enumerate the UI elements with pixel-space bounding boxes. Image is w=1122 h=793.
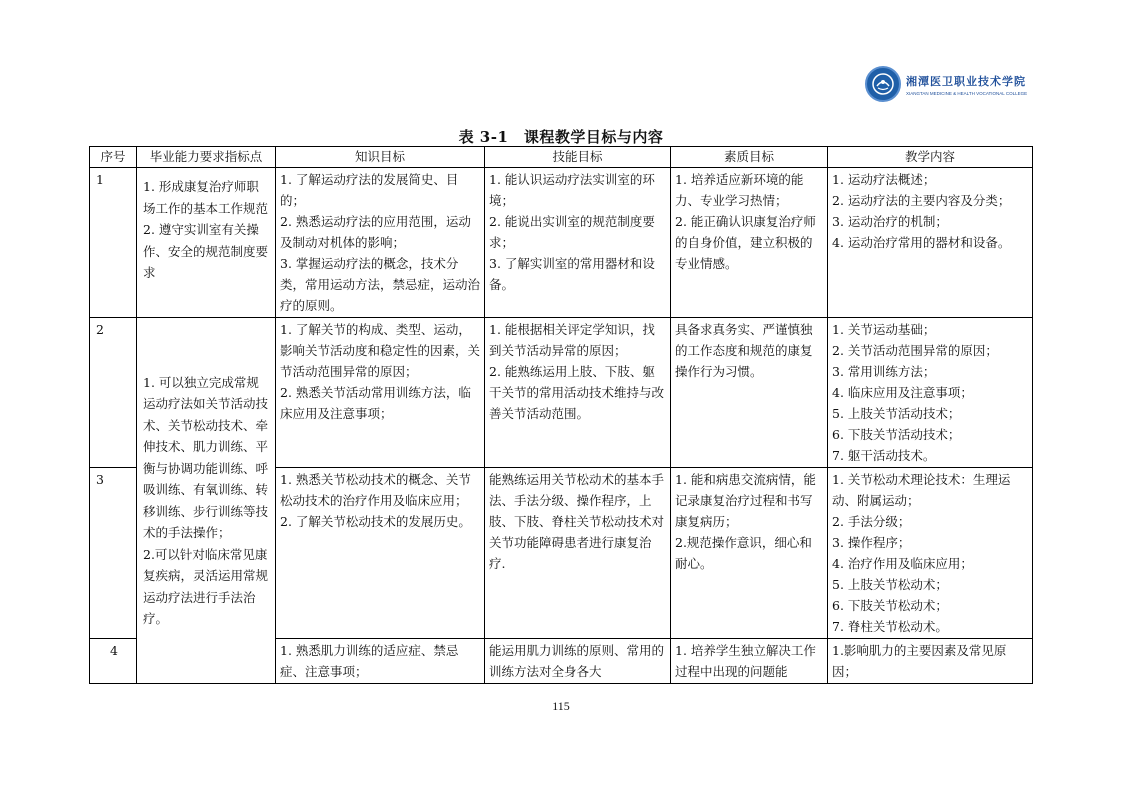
cell-line: 能熟练运用关节松动术的基本手法、手法分级、操作程序，上肢、下肢、脊柱关节松动技术对关节功能障碍患者进行康复治疗.	[489, 472, 665, 571]
cell-line: 4. 运动治疗常用的器材和设备。	[832, 235, 1011, 250]
header-ability: 毕业能力要求指标点	[137, 147, 276, 168]
cell-line: 5. 上肢关节松动术；	[832, 577, 948, 592]
row-quality	[671, 468, 828, 639]
course-objectives-table	[89, 146, 1033, 684]
row-knowledge	[276, 168, 485, 318]
row-quality	[671, 168, 828, 318]
cell-line: 3. 运动治疗的机制；	[832, 214, 948, 229]
cell-line: 2.规范操作意识，细心和耐心。	[675, 535, 812, 571]
cell-line: 2. 熟悉运动疗法的应用范围，运动及制动对机体的影响；	[280, 214, 471, 250]
cell-line: 2. 能正确认识康复治疗师的自身价值，建立积极的专业情感。	[675, 214, 816, 271]
cell-line: 7. 脊柱关节松动术。	[832, 619, 948, 634]
row-ability	[137, 168, 276, 318]
college-emblem-icon	[865, 66, 901, 102]
row-content	[828, 318, 1033, 468]
row-seq: 4	[90, 639, 137, 684]
cell-line: 2. 手法分级；	[832, 514, 911, 529]
cell-line: 7. 躯干活动技术。	[832, 448, 936, 463]
cell-line: 4. 治疗作用及临床应用；	[832, 556, 973, 571]
cell-line: 1. 了解关节的构成、类型、运动，影响关节活动度和稳定性的因素，关节活动范围异常的原因；	[280, 322, 481, 379]
cell-line: 2.可以针对临床常见康复疾病，灵活运用常规运动疗法进行手法治疗。	[143, 546, 269, 626]
cell-line: 1. 了解运动疗法的发展简史、目的；	[280, 172, 459, 208]
header-skill: 技能目标	[485, 147, 671, 168]
cell-line: 1. 能根据相关评定学知识，找到关节活动异常的原因；	[489, 322, 655, 358]
row-quality	[671, 639, 828, 684]
cell-line: 2. 了解关节松动技术的发展历史。	[280, 514, 471, 529]
cell-line: 2. 关节活动范围异常的原因；	[832, 343, 998, 358]
page-number: 115	[552, 699, 570, 713]
table-title: 表 3-1 课程教学目标与内容	[458, 128, 664, 146]
cell-line: 3. 了解实训室的常用器材和设备。	[489, 256, 655, 292]
cell-line: 2. 能熟练运用上肢、下肢、躯干关节的常用活动技术维持与改善关节活动范围。	[489, 364, 665, 421]
row-skill	[485, 468, 671, 639]
cell-line: 1. 可以独立完成常规运动疗法如关节活动技术、关节松动技术、牵伸技术、肌力训练、平衡与协调功能训练、呼吸训练、有氧训练、转移训练、步行训练等技术的手法操作；	[143, 374, 269, 540]
cell-line: 能运用肌力训练的原则、常用的训练方法对全身各大	[489, 643, 665, 679]
row-content	[828, 168, 1033, 318]
cell-line: 1.影响肌力的主要因素及常见原因；	[832, 643, 1007, 679]
college-name-cn: 湘潭医卫职业技术学院	[906, 74, 1026, 88]
row-seq: 1	[90, 168, 137, 318]
header-quality: 素质目标	[671, 147, 828, 168]
table-header-row	[90, 147, 1033, 168]
header-seq: 序号	[90, 147, 137, 168]
row-content	[828, 468, 1033, 639]
cell-line: 3. 掌握运动疗法的概念，技术分类，常用运动方法，禁忌症，运动治疗的原则。	[280, 256, 481, 313]
cell-line: 1. 熟悉关节松动技术的概念、关节松动技术的治疗作用及临床应用；	[280, 472, 471, 508]
row-skill	[485, 639, 671, 684]
row-seq: 3	[90, 468, 137, 639]
cell-line: 1. 培养适应新环境的能力、专业学习热情；	[675, 172, 804, 208]
cell-line: 2. 运动疗法的主要内容及分类；	[832, 193, 1011, 208]
cell-line: 3. 常用训练方法；	[832, 364, 936, 379]
cell-line: 2. 熟悉关节活动常用训练方法，临床应用及注意事项；	[280, 385, 471, 421]
table-row	[90, 318, 1033, 468]
cell-line: 1. 运动疗法概述；	[832, 172, 936, 187]
row-skill	[485, 168, 671, 318]
college-logo	[865, 64, 1045, 104]
row-skill	[485, 318, 671, 468]
cell-line: 1. 能和病患交流病情，能记录康复治疗过程和书写康复病历；	[675, 472, 816, 529]
header-content: 教学内容	[828, 147, 1033, 168]
cell-line: 2. 遵守实训室有关操作、安全的规范制度要求	[143, 222, 269, 280]
table-row	[90, 168, 1033, 318]
merged-ability-cell	[137, 318, 276, 684]
cell-line: 5. 上肢关节活动技术；	[832, 406, 961, 421]
cell-line: 6. 下肢关节松动术；	[832, 598, 948, 613]
cell-line: 4. 临床应用及注意事项；	[832, 385, 973, 400]
cell-line: 6. 下肢关节活动技术；	[832, 427, 961, 442]
cell-line: 1. 形成康复治疗师职场工作的基本工作规范	[143, 179, 269, 216]
cell-line: 1. 关节松动术理论技术：生理运动、附属运动；	[832, 472, 1011, 508]
cell-line: 3. 操作程序；	[832, 535, 911, 550]
cell-line: 1. 培养学生独立解决工作过程中出现的问题能	[675, 643, 816, 679]
cell-line: 1. 关节运动基础；	[832, 322, 936, 337]
row-seq: 2	[90, 318, 137, 468]
row-quality	[671, 318, 828, 468]
college-name-en: XIANGTAN MEDICINE & HEALTH VOCATIONAL COLLEGE	[906, 90, 1028, 96]
cell-line: 2. 能说出实训室的规范制度要求；	[489, 214, 655, 250]
row-content	[828, 639, 1033, 684]
cell-line: 具备求真务实、严谨慎独的工作态度和规范的康复操作行为习惯。	[675, 322, 813, 379]
cell-line: 1. 能认识运动疗法实训室的环境；	[489, 172, 655, 208]
cell-line: 1. 熟悉肌力训练的适应症、禁忌症、注意事项；	[280, 643, 459, 679]
row-knowledge	[276, 639, 485, 684]
header-knowledge: 知识目标	[276, 147, 485, 168]
row-knowledge	[276, 468, 485, 639]
row-knowledge	[276, 318, 485, 468]
